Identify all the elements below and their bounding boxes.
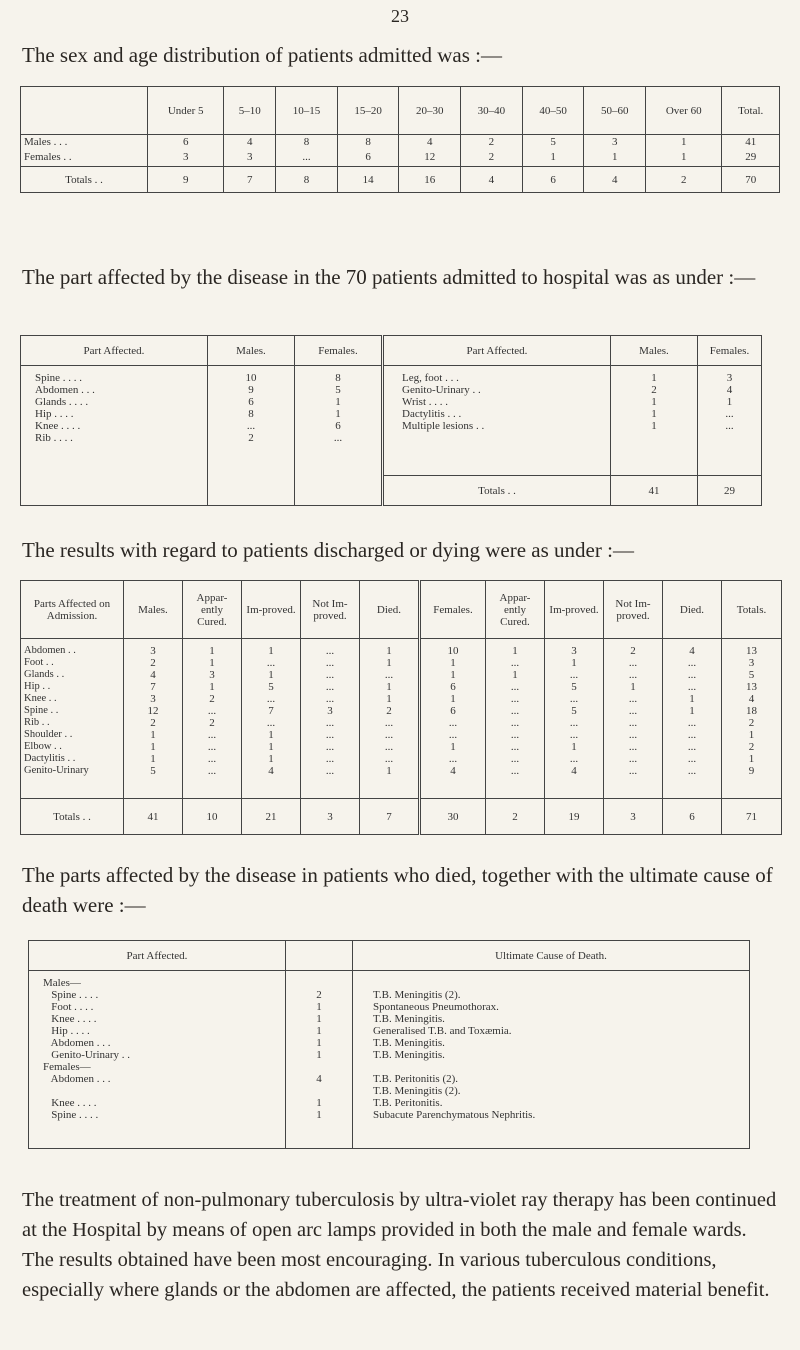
t1-cell: 1 — [646, 135, 722, 149]
t1-header-5: 20–30 — [399, 87, 461, 135]
t3-col-cured-f: 1 ... 1 ... ... ... ... ... ... ... ... — [486, 639, 545, 799]
intro-sex-age: The sex and age distribution of patients admitted was :— — [22, 43, 502, 67]
intro-part-affected: The part affected by the disease in the 70 patients admitted to hospital was as under :— — [22, 265, 756, 289]
t3-col-improved-f: 3 1 ... 5 ... 5 ... ... 1 ... 4 — [545, 639, 604, 799]
t1-header-8: 50–60 — [584, 87, 646, 135]
t3-col-not-improved-f: 2 ... ... 1 ... ... ... ... ... ... ... — [604, 639, 663, 799]
page-number: 23 — [391, 6, 409, 26]
t1-cell: 6 — [148, 135, 224, 149]
t3-col-cured: 1 1 3 1 2 ... 2 ... ... ... ... — [183, 639, 242, 799]
t1-total: 8 — [276, 167, 338, 193]
t3-header-died-f: Died. — [663, 581, 722, 639]
sex-age-table — [20, 86, 780, 193]
t1-total: 4 — [584, 167, 646, 193]
t3-header-parts: Parts Affected on Admission. — [21, 581, 124, 639]
t1-header-0 — [21, 87, 148, 135]
t1-total: 16 — [399, 167, 461, 193]
intro-results: The results with regard to patients discharged or dying were as under :— — [22, 538, 634, 562]
t2-right-parts: Leg, foot . . . Genito-Urinary . . Wrist . . . . Dactylitis . . . Multiple lesions . . — [383, 366, 611, 476]
t3-total: 6 — [663, 799, 722, 835]
t3-header-females: Females. — [420, 581, 486, 639]
t3-header-improved: Im-proved. — [242, 581, 301, 639]
intro-deaths: The parts affected by the disease in patients who died, together with the ultimate cause of death were :— — [22, 863, 773, 917]
t3-total: 41 — [124, 799, 183, 835]
t1-total: 7 — [224, 167, 276, 193]
t1-total: 6 — [522, 167, 584, 193]
t3-total: 2 — [486, 799, 545, 835]
t1-cell: 5 — [522, 135, 584, 149]
t3-header-totals: Totals. — [722, 581, 782, 639]
t3-col-died-f: 4 ... ... ... 1 1 ... ... ... ... ... — [663, 639, 722, 799]
t3-total: 7 — [360, 799, 420, 835]
t1-header-1: Under 5 — [148, 87, 224, 135]
deaths-table — [28, 940, 750, 1149]
t1-row-label: Females . . — [21, 149, 148, 167]
t2-header-females-right: Females. — [698, 336, 762, 366]
t2-empty — [295, 476, 383, 506]
t3-col-improved: 1 ... 1 5 ... 7 ... 1 1 1 4 — [242, 639, 301, 799]
t1-cell: 3 — [584, 135, 646, 149]
t3-col-parts: Abdomen . . Foot . . Glands . . Hip . . Knee . . Spine . . Rib . . Shoulder . . Elbow . . Dactylitis . . Genito-Urinary — [21, 639, 124, 799]
t3-header-not-improved: Not Im-proved. — [301, 581, 360, 639]
t2-totals-females: 29 — [698, 476, 762, 506]
t1-cell: 8 — [276, 135, 338, 149]
t3-total: 21 — [242, 799, 301, 835]
t3-col-females: 10 1 1 6 1 6 ... ... 1 ... 4 — [420, 639, 486, 799]
t1-total: 2 — [646, 167, 722, 193]
t2-left-parts: Spine . . . . Abdomen . . . Glands . . . . Hip . . . . Knee . . . . Rib . . . . — [21, 366, 208, 476]
t4-header-part: Part Affected. — [29, 941, 286, 971]
t2-header-females: Females. — [295, 336, 383, 366]
t2-totals-males: 41 — [611, 476, 698, 506]
t1-cell: 2 — [461, 149, 523, 167]
t1-row-label: Males . . . — [21, 135, 148, 149]
t1-cell: 2 — [461, 135, 523, 149]
t1-cell: 4 — [224, 135, 276, 149]
t3-col-totals: 13 3 5 13 4 18 2 1 2 1 9 — [722, 639, 782, 799]
t4-parts: Males— Spine . . . . Foot . . . . Knee . . . . Hip . . . . Abdomen . . . Genito-Urinary . . Females— Abdomen . . . Knee . . . . Spine . . . . — [29, 971, 286, 1149]
t3-total: 19 — [545, 799, 604, 835]
t2-empty — [208, 476, 295, 506]
t1-total: 14 — [337, 167, 399, 193]
t3-header-cured: Appar-ently Cured. — [183, 581, 242, 639]
t1-header-9: Over 60 — [646, 87, 722, 135]
t1-header-3: 10–15 — [276, 87, 338, 135]
t1-header-7: 40–50 — [522, 87, 584, 135]
t1-header-10: Total. — [722, 87, 780, 135]
t4-header-count — [286, 941, 353, 971]
t2-header-part: Part Affected. — [21, 336, 208, 366]
t4-header-cause: Ultimate Cause of Death. — [353, 941, 750, 971]
t1-cell: 41 — [722, 135, 780, 149]
t2-right-males: 1 2 1 1 1 — [611, 366, 698, 476]
t3-header-cured-f: Appar-ently Cured. — [486, 581, 545, 639]
t1-cell: 29 — [722, 149, 780, 167]
t1-header-4: 15–20 — [337, 87, 399, 135]
t3-total: 71 — [722, 799, 782, 835]
t1-cell: 4 — [399, 135, 461, 149]
part-affected-table — [20, 335, 762, 506]
t1-header-6: 30–40 — [461, 87, 523, 135]
t2-header-males: Males. — [208, 336, 295, 366]
t1-total: 4 — [461, 167, 523, 193]
t1-total: 9 — [148, 167, 224, 193]
closing-paragraph: The treatment of non-pulmonary tuberculosis by ultra-violet ray therapy has been continued at the Hospital by means of open arc lamps provided in both the male and female wards. The results obtained have been most encouraging. In various tuberculous conditions, especially where glands or the abdomen are affected, the patients received material benefit. — [22, 1189, 777, 1301]
t4-causes: T.B. Meningitis (2). Spontaneous Pneumothorax. T.B. Meningitis. Generalised T.B. and Toxæmia. T.B. Meningitis. T.B. Meningitis. T.B. Peritonitis (2). T.B. Meningitis (2). T.B. Peritonitis. Subacute Parenchymatous Nephritis. — [353, 971, 750, 1149]
t3-header-improved-f: Im-proved. — [545, 581, 604, 639]
t3-header-died: Died. — [360, 581, 420, 639]
t2-header-part-right: Part Affected. — [383, 336, 611, 366]
t2-header-males-right: Males. — [611, 336, 698, 366]
t1-cell: 3 — [224, 149, 276, 167]
t2-left-females: 8 5 1 1 6 ... — [295, 366, 383, 476]
t3-col-not-improved: ... ... ... ... ... 3 ... ... ... ... ... — [301, 639, 360, 799]
t3-header-males: Males. — [124, 581, 183, 639]
t4-counts: 2 1 1 1 1 1 4 1 1 — [286, 971, 353, 1149]
t3-header-not-improved-f: Not Im-proved. — [604, 581, 663, 639]
t1-cell: 6 — [337, 149, 399, 167]
t3-col-died: 1 1 ... 1 1 2 ... ... ... ... 1 — [360, 639, 420, 799]
t1-header-2: 5–10 — [224, 87, 276, 135]
t2-empty — [21, 476, 208, 506]
t1-cell: 12 — [399, 149, 461, 167]
results-table — [20, 580, 782, 835]
t3-total: 30 — [420, 799, 486, 835]
t1-cell: 1 — [522, 149, 584, 167]
t1-total: 70 — [722, 167, 780, 193]
t1-cell: 8 — [337, 135, 399, 149]
t2-left-males: 10 9 6 8 ... 2 — [208, 366, 295, 476]
t3-col-males: 3 2 4 7 3 12 2 1 1 1 5 — [124, 639, 183, 799]
t3-total: 3 — [604, 799, 663, 835]
t1-cell: 1 — [584, 149, 646, 167]
t2-totals-label: Totals . . — [383, 476, 611, 506]
t3-totals-label: Totals . . — [21, 799, 124, 835]
t2-right-females: 3 4 1 ... ... — [698, 366, 762, 476]
t1-totals-label: Totals . . — [21, 167, 148, 193]
t1-cell: ... — [276, 149, 338, 167]
t3-total: 3 — [301, 799, 360, 835]
t1-cell: 1 — [646, 149, 722, 167]
t1-cell: 3 — [148, 149, 224, 167]
t3-total: 10 — [183, 799, 242, 835]
